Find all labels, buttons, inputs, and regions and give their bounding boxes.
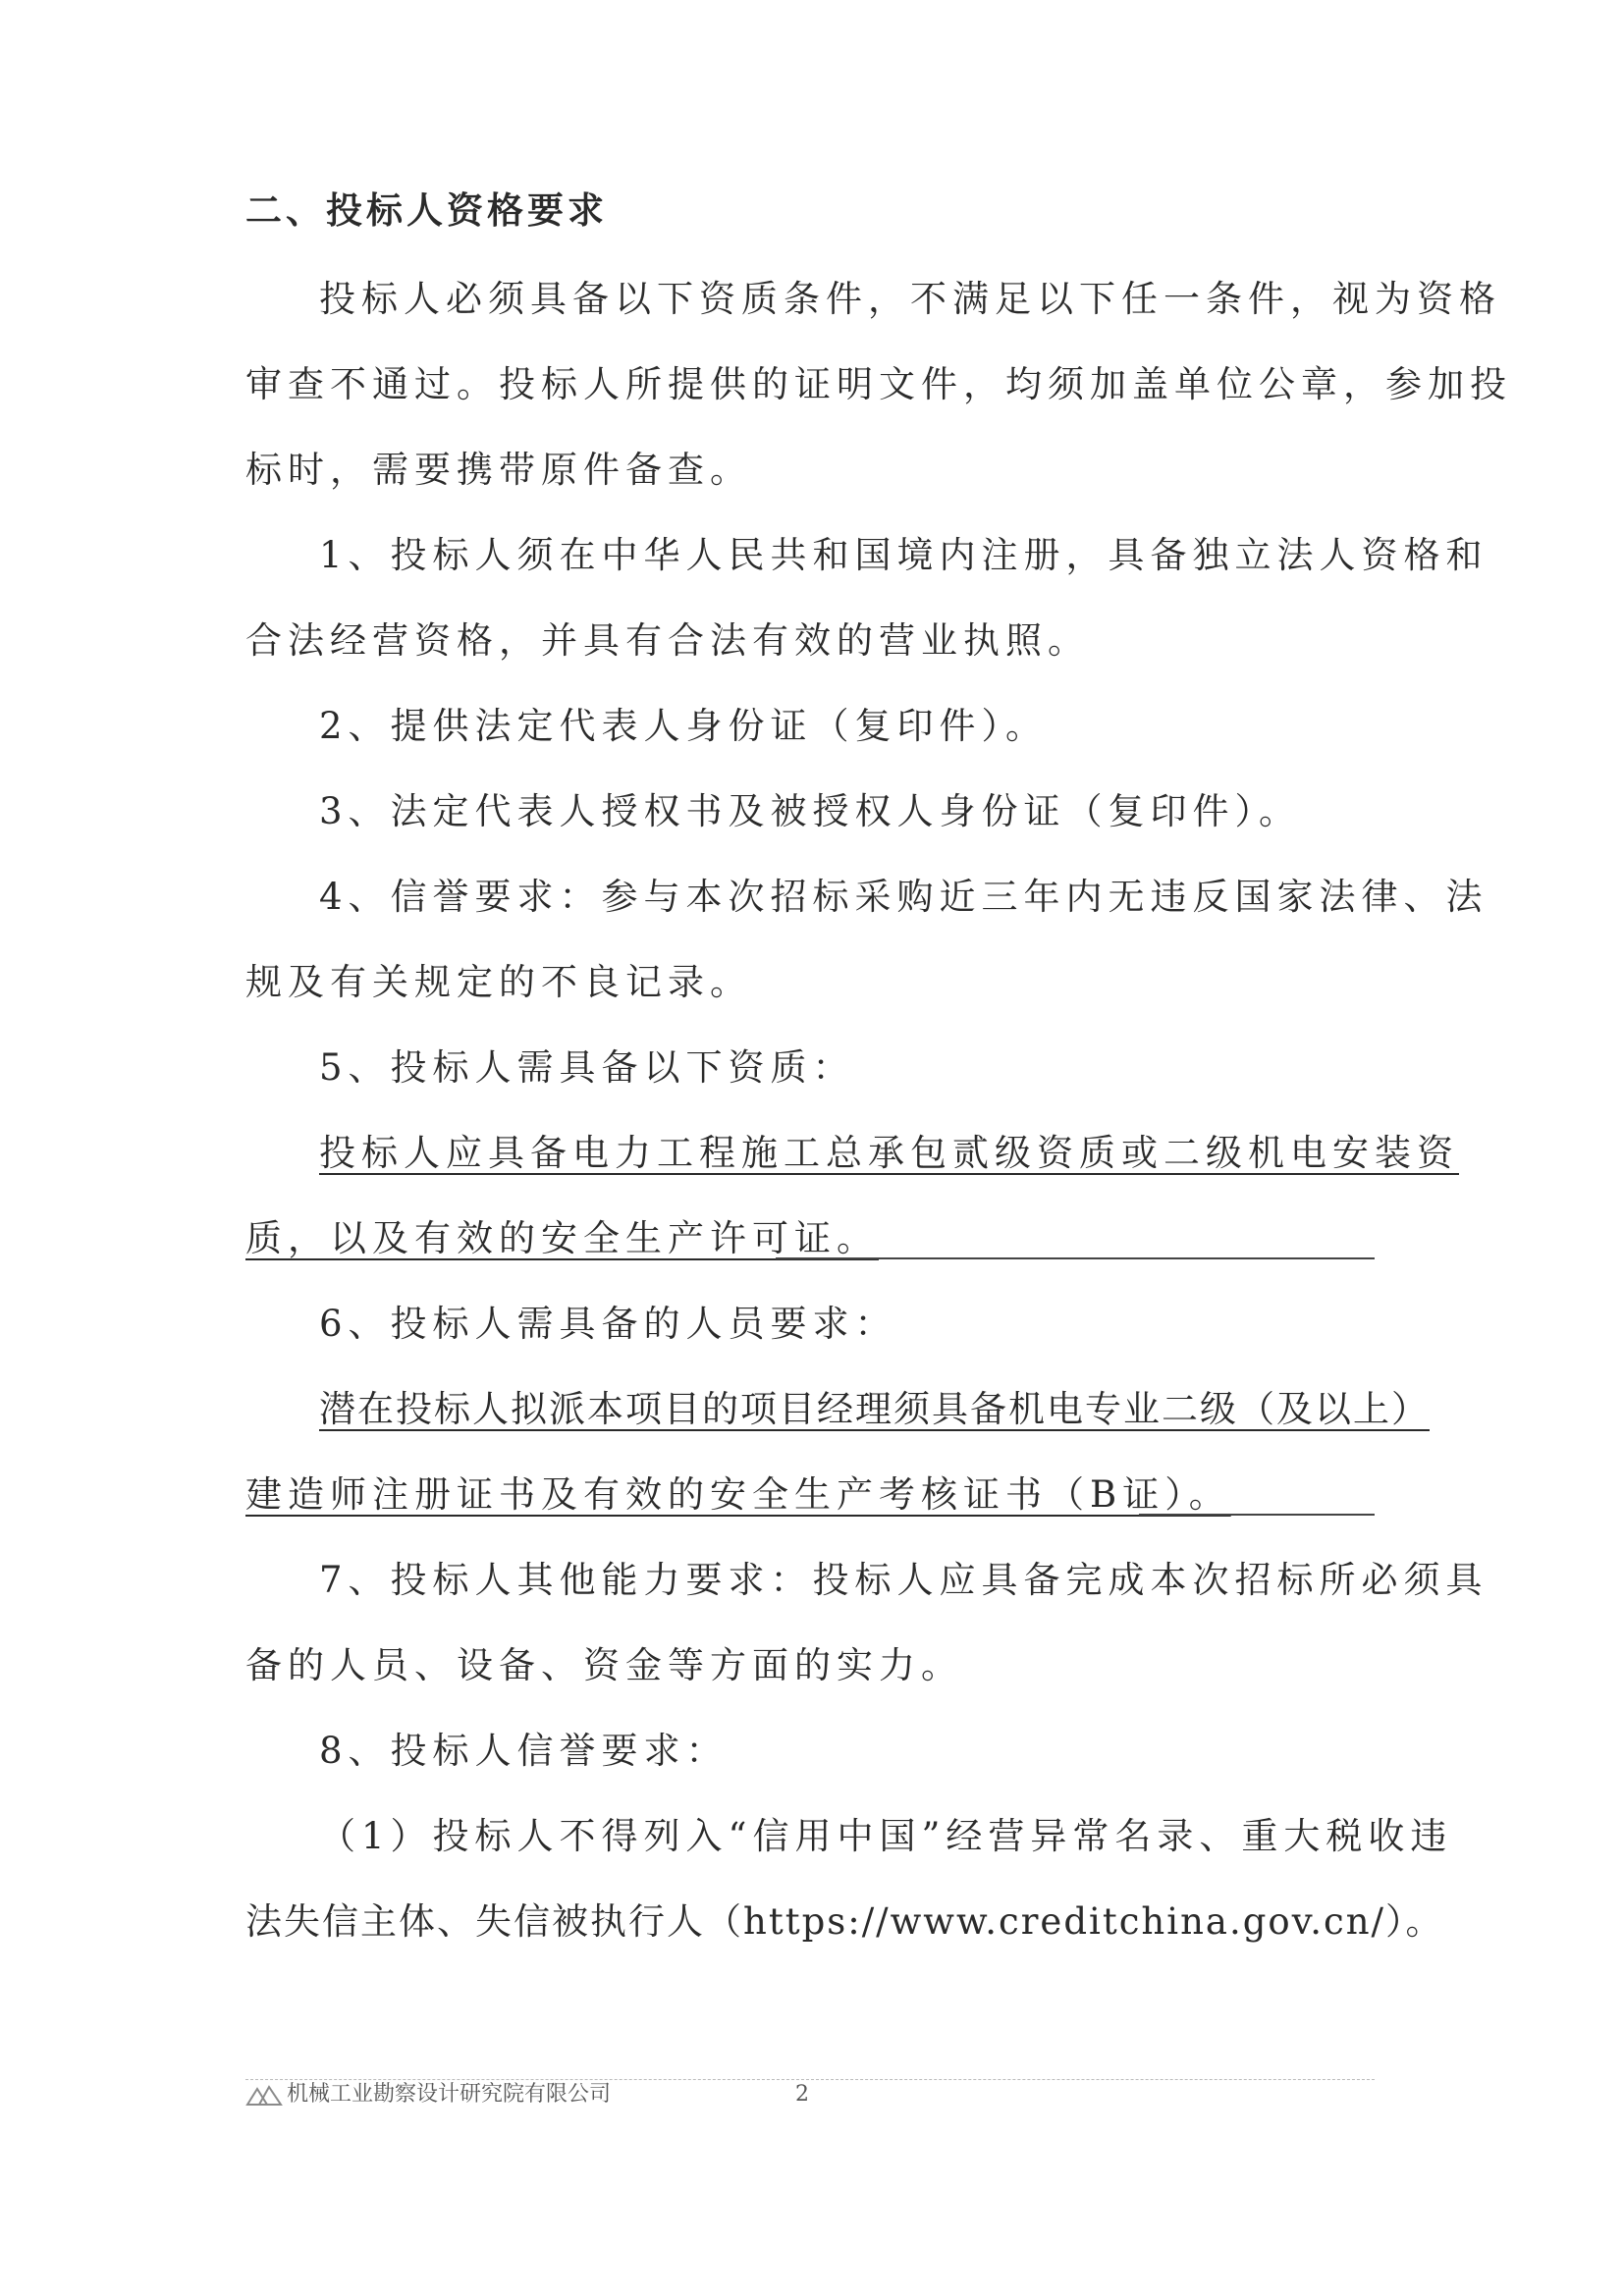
company-logo-icon	[245, 2083, 283, 2107]
item5-filled-line-2: 质，以及有效的安全生产许可证。	[245, 1217, 879, 1259]
item5-blank-rule	[776, 1257, 1375, 1259]
intro-line-3: 标时，需要携带原件备查。	[245, 449, 752, 491]
item2-text: 2、提供法定代表人身份证（复印件）。	[319, 705, 1049, 747]
item3-text: 3、法定代表人授权书及被授权人身份证（复印件）。	[319, 790, 1302, 832]
item1-line-2: 合法经营资格，并具有合法有效的营业执照。	[245, 619, 1090, 662]
item7-line-2: 备的人员、设备、资金等方面的实力。	[245, 1644, 963, 1686]
item8-sub1-line-2: 法失信主体、失信被执行人（https://www.creditchina.gov.cn/）。	[245, 1900, 1444, 1943]
item1-line-1: 1、投标人须在中华人民共和国境内注册，具备独立法人资格和	[319, 534, 1488, 576]
item4-line-2: 规及有关规定的不良记录。	[245, 961, 752, 1003]
item5-filled-line-1: 投标人应具备电力工程施工总承包贰级资质或二级机电安装资	[319, 1132, 1459, 1174]
item8-label: 8、投标人信誉要求：	[319, 1730, 729, 1772]
item7-line-1: 7、投标人其他能力要求：投标人应具备完成本次招标所必须具	[319, 1559, 1488, 1601]
item8-sub1-line-1: （1）投标人不得列入“信用中国”经营异常名录、重大税收违	[319, 1815, 1453, 1857]
item6-filled-line-2: 建造师注册证书及有效的安全生产考核证书（B证）。	[245, 1473, 1231, 1516]
item6-filled-line-1: 潜在投标人拟派本项目的项目经理须具备机电专业二级（及以上）	[319, 1388, 1430, 1430]
page-number: 2	[795, 2082, 809, 2107]
intro-line-2: 审查不通过。投标人所提供的证明文件，均须加盖单位公章，参加投	[245, 363, 1512, 405]
item6-blank-rule	[1139, 1514, 1375, 1516]
item5-label: 5、投标人需具备以下资质：	[319, 1046, 855, 1089]
item4-line-1: 4、信誉要求：参与本次招标采购近三年内无违反国家法律、法	[319, 876, 1488, 918]
footer-company-name: 机械工业勘察设计研究院有限公司	[287, 2082, 612, 2107]
section-title: 二、投标人资格要求	[245, 189, 608, 232]
intro-line-1: 投标人必须具备以下资质条件，不满足以下任一条件，视为资格	[319, 278, 1501, 320]
item6-label: 6、投标人需具备的人员要求：	[319, 1303, 897, 1345]
